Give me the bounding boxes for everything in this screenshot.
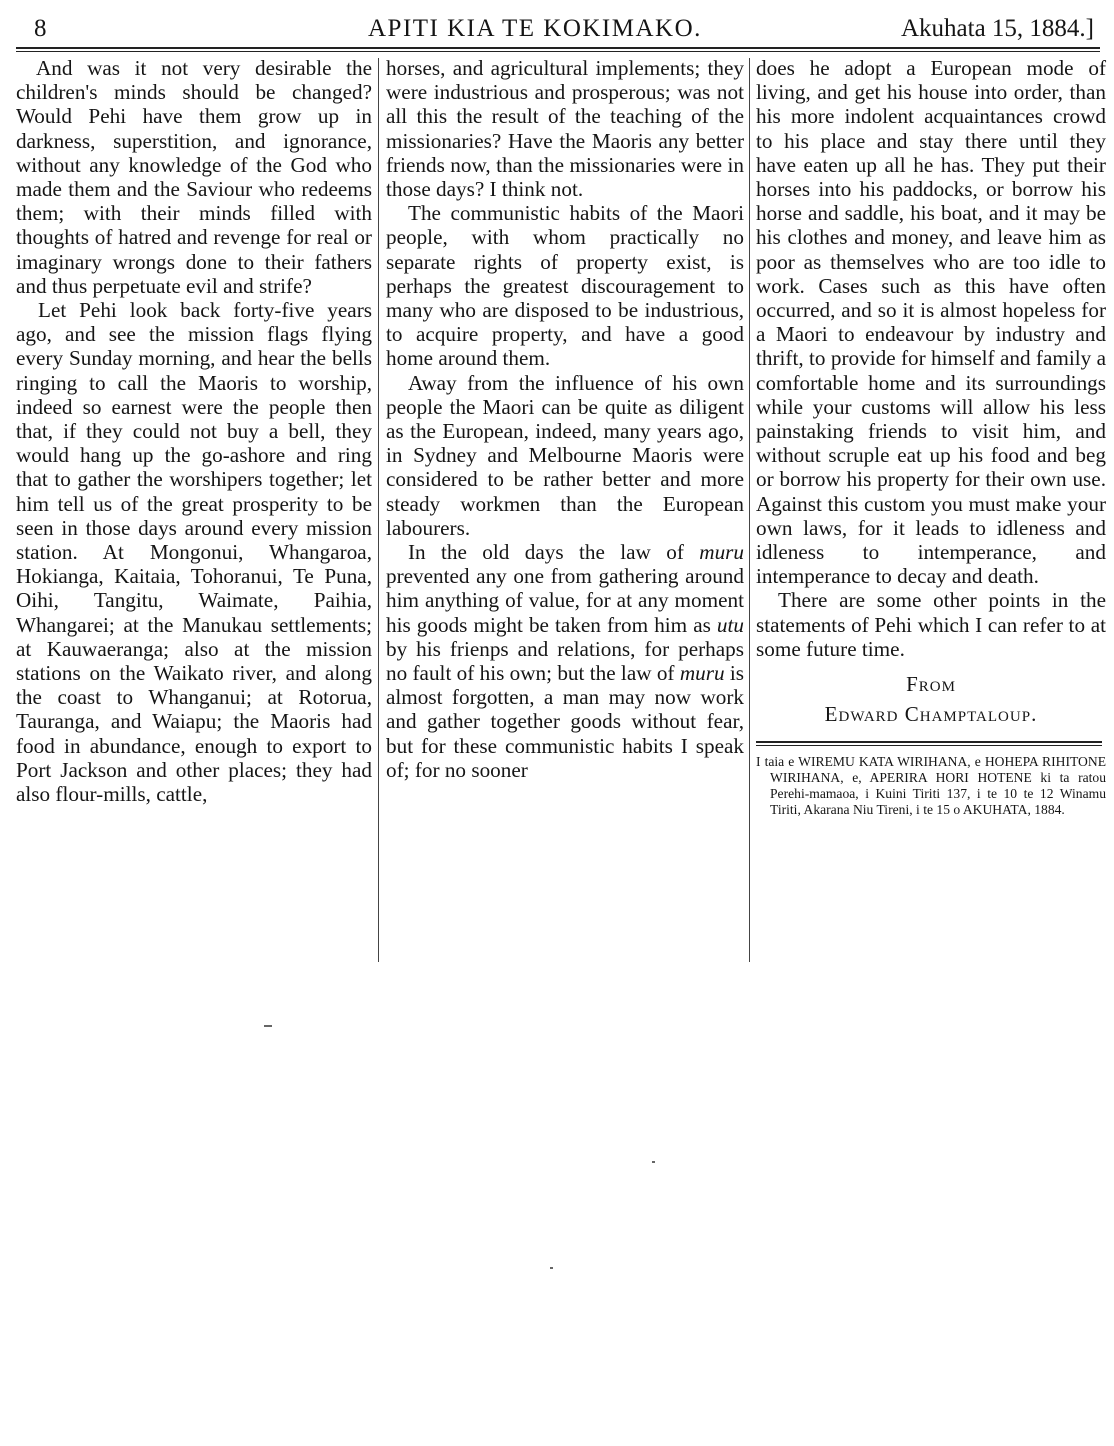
- paragraph: Let Pehi look back forty-five years ago, and see the mission flags flying every Sunday morning, and hear the bells ringing to call the Maoris to worship, indeed so earnest were the people then that, if they could not buy a bell, they would hang up the go-ashore and ring that to gather the worshipers together; let him tell us of the great prosperity to be seen in those days around every mission station. At Mongonui, Whangaroa, Hokianga, Kaitaia, Tohoranui, Te Puna, Oihi, Tangitu, Waimate, Paihia, Whangarei; at the Manukau settlements; at Kauwaeranga; also at the mission stations on the Waikato river, and along the coast to Whanganui; at Rotorua, Tauranga, and Waiapu; the Maoris had food in abundance, enough to export to Port Jackson and other places; they had also flour-mills, cattle,: [16, 298, 372, 807]
- paragraph-muru: [386, 540, 744, 782]
- maori-term: utu: [716, 612, 744, 637]
- issue-date: Akuhata 15, 1884.]: [900, 15, 1094, 42]
- paragraph: does he adopt a European mode of living, and get his house into order, than his more indolent acquaintances crowd to his place and stay there until they have eaten up all he has. They put their horses into his paddocks, or borrow his horse and saddle, his boat, and it may be his clothes and money, and leave him as poor as themselves who are too idle to work. Cases such as this have often occurred, and so it is almost hopeless for a Maori to endeavour by industry and thrift, to provide for himself and family a comfortable home and its surroundings while your customs will allow his less painstaking friends to visit him, and without scruple eat up his food and beg or borrow his property for their own use. Against this custom you must make your own laws, for it leads to idleness and idleness to intemperance, and intemperance to decay and death.: [756, 56, 1106, 589]
- text-run: In the old days the law of: [408, 540, 684, 565]
- column-divider-1: [378, 58, 379, 962]
- column-divider-2: [749, 58, 750, 962]
- from-label: From: [906, 672, 956, 697]
- maori-term: muru: [679, 661, 725, 686]
- newspaper-title: APITI KIA TE KOKIMAKO.: [368, 15, 702, 42]
- text-run: prevented any one from gathering around him anything of value, for at any moment his goods might be taken from him as: [386, 564, 744, 637]
- text-column-3: [756, 56, 1106, 818]
- author-name: Edward Champtaloup.: [824, 702, 1038, 727]
- page-header: [16, 14, 1098, 44]
- maori-term: muru: [699, 540, 744, 565]
- text-run: by his frienps and relations, for perhaps no fault of his own; but the law of: [386, 636, 744, 686]
- signature-block: [756, 669, 1106, 729]
- paragraph: Away from the influence of his own people the Maori can be quite as diligent as the European, indeed, many years ago, in Sydney and Melbourne Maoris were considered to be rather better and more steady workmen than the European labourers.: [386, 370, 744, 540]
- print-speck: [264, 1025, 272, 1027]
- print-speck: [652, 1161, 655, 1163]
- paragraph: The communistic habits of the Maori people, with whom practically no separate rights of property exist, is perhaps the greatest discouragement to many who are disposed to be industrious, to acquire property, and have a good home around them.: [386, 201, 744, 371]
- printer-imprint: I taia e WIREMU KATA WIRIHANA, e HOHEPA RIHITONE WIRIHANA, e, APERIRA HORI HOTENE ki ta ratou Perehi-mamaoa, i Kuini Tiriti 137, i te 10 te 12 Winamu Tiriti, Akarana Niu Tireni, i te 15 o AKUHATA, 1884.: [756, 754, 1106, 818]
- paragraph: And was it not very desirable the children's minds should be changed? Would Pehi have them grow up in darkness, superstition, and ignorance, without any knowledge of the God who made them and the Saviour who redeems them; with their minds filled with thoughts of hatred and revenge for real or imaginary wrongs done to their fathers and thus perpetuate evil and strife?: [16, 56, 372, 298]
- page-number: 8: [34, 15, 47, 42]
- imprint-rule: [756, 741, 1102, 746]
- header-rule: [16, 47, 1100, 52]
- print-speck: [550, 1267, 553, 1269]
- text-column-1: [16, 56, 372, 806]
- paragraph: There are some other points in the statements of Pehi which I can refer to at some future time.: [756, 588, 1106, 661]
- paragraph: horses, and agricultural implements; they were industrious and prosperous; was not all this the result of the teaching of the missionaries? Have the Maoris any better friends now, than the missionaries were in those days? I think not.: [386, 56, 744, 202]
- text-run: is almost forgotten, a man may now work and gather together goods without fear, but for these communistic habits I speak of; for no sooner: [386, 661, 745, 782]
- text-column-2: [386, 56, 744, 782]
